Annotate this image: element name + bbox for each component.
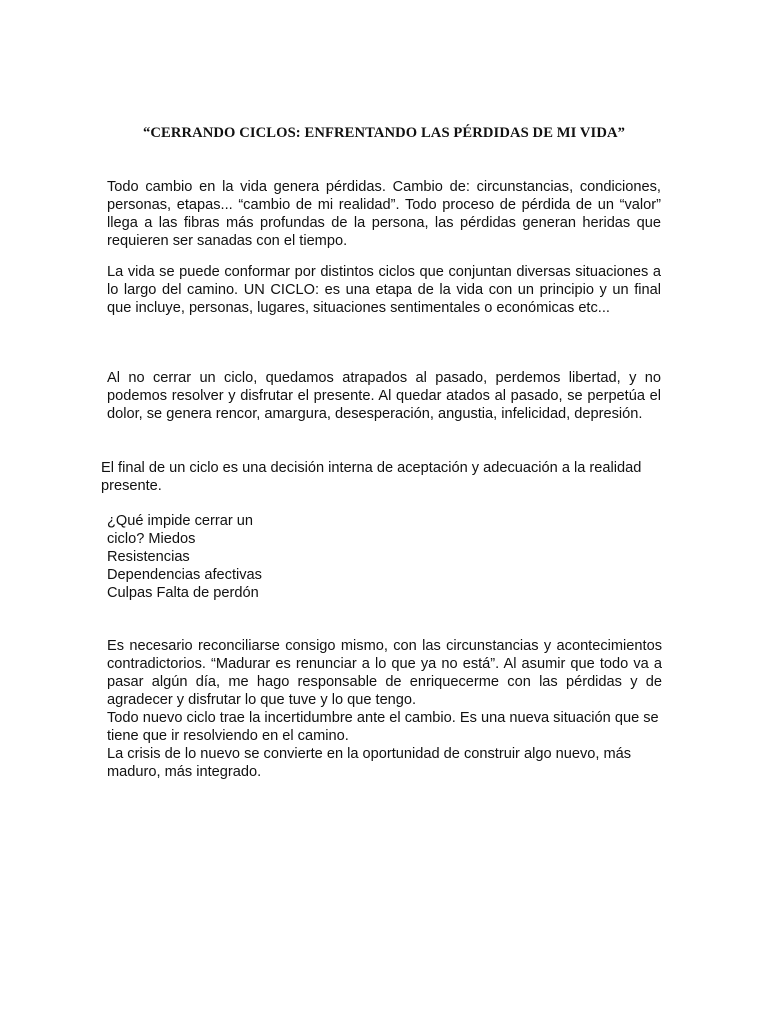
paragraph-losses: Todo cambio en la vida genera pérdidas. Cambio de: circunstancias, condiciones, personas, etapas... “cambio de mi realidad”. Todo proceso de pérdida de un “valor” llega a las fibras más profundas de la persona, las pérdidas generan heridas que requieren ser sanadas con el tiempo. xyxy=(107,179,661,249)
list-item: Resistencias xyxy=(107,549,190,565)
obstacles-list xyxy=(107,512,307,602)
paragraph-crisis: La crisis de lo nuevo se convierte en la oportunidad de construir algo nuevo, más maduro, más integrado. xyxy=(107,746,632,780)
list-item: ciclo? Miedos xyxy=(107,531,196,547)
paragraph-cycles: La vida se puede conformar por distintos ciclos que conjuntan diversas situaciones a lo largo del camino. UN CICLO: es una etapa de la vida con un principio y un final que incluye, personas, lugares, situaciones sentimentales o económicas etc... xyxy=(107,264,661,316)
list-item: ¿Qué impide cerrar un xyxy=(107,513,253,529)
paragraph-end-of-cycle: El final de un ciclo es una decisión interna de aceptación y adecuación a la realidad presente. xyxy=(101,460,642,494)
document-title: “CERRANDO CICLOS: ENFRENTANDO LAS PÉRDIDAS DE MI VIDA” xyxy=(142,125,626,141)
list-item: Culpas Falta de perdón xyxy=(107,585,259,601)
paragraph-not-closing: Al no cerrar un ciclo, quedamos atrapados al pasado, perdemos libertad, y no podemos resolver y disfrutar el presente. Al quedar atados al pasado, se perpetúa el dolor, se genera rencor, amargura, desesperación, angustia, infelicidad, depresión. xyxy=(107,370,661,422)
paragraph-new-cycle: Todo nuevo ciclo trae la incertidumbre ante el cambio. Es una nueva situación que se tiene que ir resolviendo en el camino. xyxy=(107,710,659,744)
list-item: Dependencias afectivas xyxy=(107,567,262,583)
paragraph-reconcile: Es necesario reconciliarse consigo mismo, con las circunstancias y acontecimientos contradictorios. “Madurar es renunciar a lo que ya no está”. Al asumir que todo va a pasar algún día, me hago responsable de enriquecerme con las pérdidas y de agradecer y disfrutar lo que tuve y lo que tengo. xyxy=(107,638,662,708)
